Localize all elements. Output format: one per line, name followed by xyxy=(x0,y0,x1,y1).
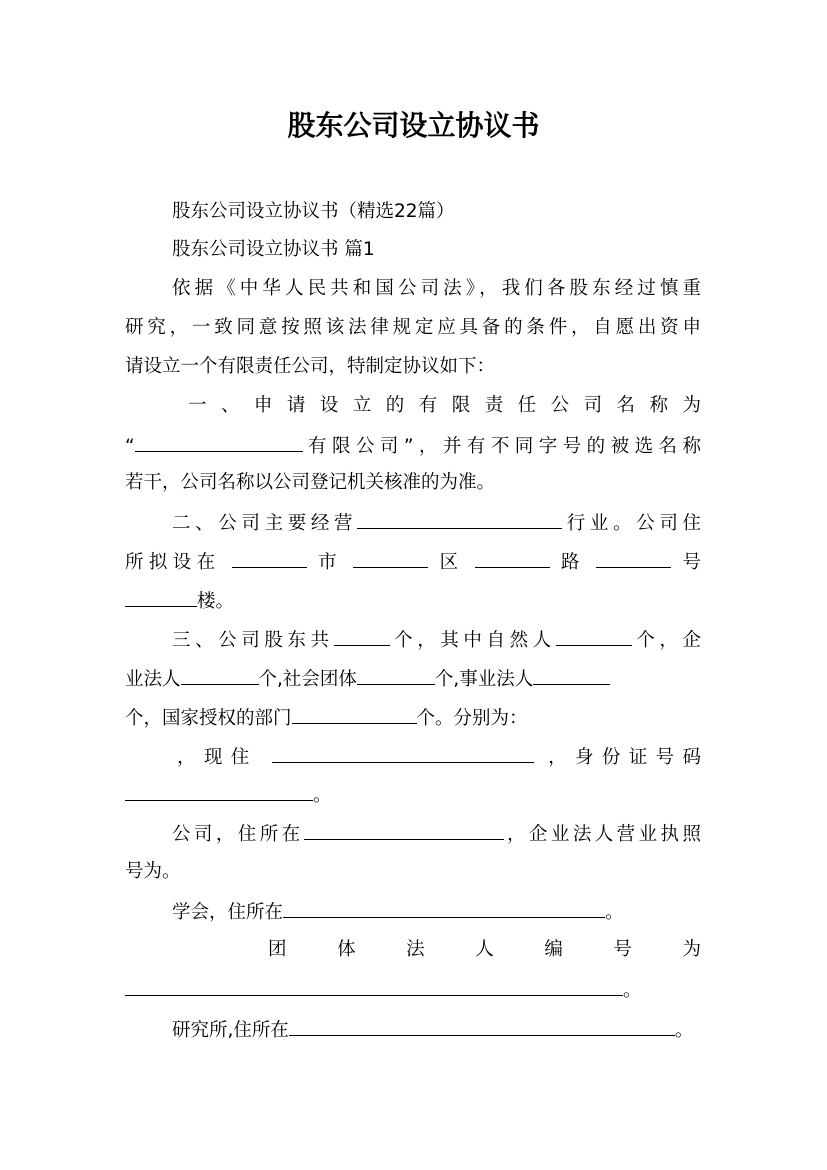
text: 个，其中自然人 xyxy=(389,630,556,651)
text: ，身份证号码 xyxy=(548,747,701,768)
blank-society-address[interactable] xyxy=(283,899,605,918)
paragraph-line: 研究，一致同意按照该法律规定应具备的条件，自愿出资申 xyxy=(125,317,701,338)
clause-1-line: 一、申请设立的有限责任公司名称为 xyxy=(188,395,701,416)
clause-3-line xyxy=(125,821,701,847)
blank-building[interactable] xyxy=(125,588,197,607)
text: 。 xyxy=(623,980,642,1001)
text: 号 xyxy=(682,552,701,573)
text: 个,社会团体 xyxy=(258,669,357,690)
blank-state-departments[interactable] xyxy=(292,705,417,724)
clause-3-line xyxy=(125,782,701,808)
blank-social-groups[interactable] xyxy=(357,666,435,685)
paragraph-line: 请设立一个有限责任公司，特制定协议如下： xyxy=(125,356,496,377)
clause-3-line xyxy=(125,744,701,770)
clause-3-line xyxy=(125,899,701,925)
blank-residence[interactable] xyxy=(272,744,534,763)
text: 个。分别为： xyxy=(416,708,528,729)
text: 市 xyxy=(318,552,342,573)
blank-institute-address[interactable] xyxy=(289,1017,675,1036)
blank-id-number[interactable] xyxy=(125,782,313,801)
blank-district[interactable] xyxy=(353,549,428,568)
blank-institutions[interactable] xyxy=(533,666,610,685)
text: 有限公司”，并有不同字号的被选名称 xyxy=(302,436,701,457)
text: 个，国家授权的部门 xyxy=(125,708,292,729)
clause-3-line xyxy=(125,705,701,731)
section-heading: 股东公司设立协议书 篇1 xyxy=(172,239,375,260)
text: 个，企 xyxy=(631,630,701,651)
clause-3-line: 号为。 xyxy=(125,861,181,882)
text: “ xyxy=(125,436,135,457)
text: 区 xyxy=(439,552,464,573)
clause-3-line xyxy=(125,977,701,1003)
text: 学会，住所在 xyxy=(172,902,284,923)
blank-industry[interactable] xyxy=(357,510,562,529)
text: 路 xyxy=(561,552,585,573)
text: 三、公司股东共 xyxy=(172,630,334,651)
text: 二、公司主要经营 xyxy=(172,513,358,534)
clause-3-line xyxy=(125,666,701,692)
clause-2-line xyxy=(125,588,701,614)
text: 公司，住所在 xyxy=(172,824,304,845)
text: 楼。 xyxy=(197,591,235,612)
blank-group-number[interactable] xyxy=(125,977,623,996)
paragraph-line: 依据《中华人民共和国公司法》，我们各股东经过慎重 xyxy=(172,278,701,299)
text: 个,事业法人 xyxy=(434,669,534,690)
blank-city[interactable] xyxy=(232,549,307,568)
text: 业法人 xyxy=(125,669,181,690)
text: ，现住 xyxy=(177,747,258,768)
blank-natural-persons[interactable] xyxy=(556,627,632,646)
blank-company-name[interactable] xyxy=(135,433,303,452)
clause-2-line xyxy=(125,510,701,536)
clause-1-line: 若干，公司名称以公司登记机关核准的为准。 xyxy=(125,472,496,493)
clause-1-line xyxy=(125,433,701,459)
blank-shareholder-count[interactable] xyxy=(334,627,390,646)
blank-corporate-legal[interactable] xyxy=(181,666,259,685)
text: 。 xyxy=(674,1020,694,1041)
text: 所拟设在 xyxy=(125,552,221,573)
text: 研究所,住所在 xyxy=(172,1020,289,1041)
text: 。 xyxy=(605,902,624,923)
text: 行业。公司住 xyxy=(562,513,701,534)
text: ，企业法人营业执照 xyxy=(503,824,701,845)
clause-3-line xyxy=(125,1017,732,1043)
blank-road[interactable] xyxy=(475,549,550,568)
document-title: 股东公司设立协议书 xyxy=(287,109,540,142)
subtitle-line: 股东公司设立协议书（精选22篇） xyxy=(172,201,455,222)
blank-number[interactable] xyxy=(596,549,671,568)
blank-company-address[interactable] xyxy=(304,821,504,840)
text: 。 xyxy=(313,785,332,806)
clause-3-line xyxy=(125,627,701,653)
clause-2-line xyxy=(125,549,701,575)
clause-3-line: 团体法人编号为 xyxy=(268,939,701,960)
